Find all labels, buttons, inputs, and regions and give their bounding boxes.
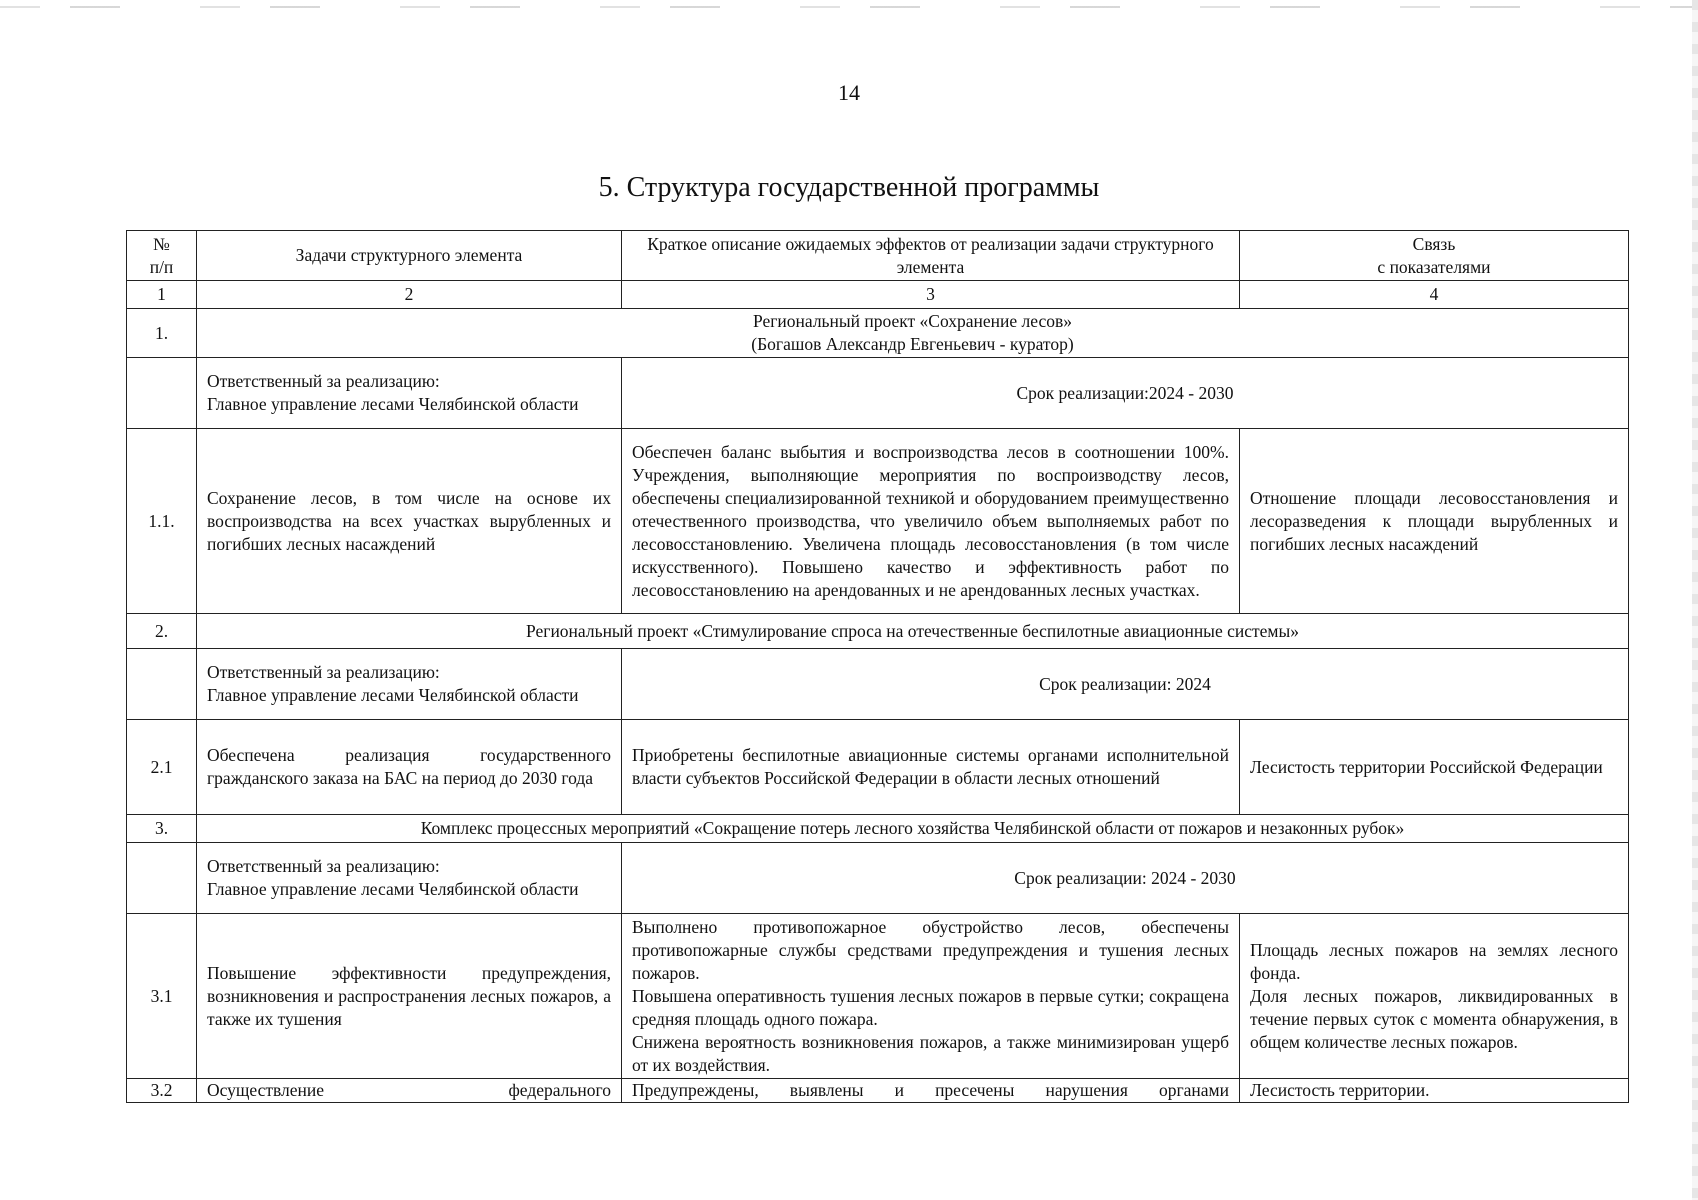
page-title: 5. Структура государственной программы [598,172,1100,203]
responsible-cell [197,843,622,914]
task-description: Осуществление федерального [197,1079,622,1103]
responsible-row [127,843,1629,914]
task-effects-paragraph: Повышена оперативность тушения лесных пожаров в первые сутки; сокращена средняя площадь одного пожара. [632,985,1229,1029]
task-row [127,914,1629,1079]
section-number: 3. [127,815,197,843]
section-title: Комплекс процессных мероприятий «Сокращение потерь лесного хозяйства Челябинской области от пожаров и незаконных рубок» [197,815,1629,843]
section-row [127,815,1629,843]
header-row [127,231,1629,281]
task-row [127,1079,1629,1103]
period-cell: Срок реализации: 2024 [622,649,1629,720]
section-title: Региональный проект «Стимулирование спроса на отечественные беспилотные авиационные системы» [197,614,1629,649]
task-indicator-paragraph: Площадь лесных пожаров на землях лесного фонда. [1250,939,1618,983]
responsible-label: Ответственный за реализацию: [207,662,440,682]
column-number-4: 4 [1240,281,1629,309]
task-number: 2.1 [127,720,197,815]
period-cell: Срок реализации:2024 - 2030 [622,358,1629,429]
responsible-org: Главное управление лесами Челябинской области [207,685,579,705]
section-number: 2. [127,614,197,649]
responsible-org: Главное управление лесами Челябинской области [207,879,579,899]
task-indicators: Отношение площади лесовосстановления и лесоразведения к площади вырубленных и погибших лесных насаждений [1240,429,1629,614]
task-description: Повышение эффективности предупреждения, возникновения и распространения лесных пожаров, а также их тушения [197,914,622,1079]
header-effects: Краткое описание ожидаемых эффектов от реализации задачи структурного элемента [622,231,1240,281]
task-description: Обеспечена реализация государственного гражданского заказа на БАС на период до 2030 года [197,720,622,815]
section-number: 1. [127,309,197,358]
section-row [127,614,1629,649]
task-indicators: Лесистость территории Российской Федерации [1240,720,1629,815]
task-effects [622,914,1240,1079]
task-effects-paragraph: Снижена вероятность возникновения пожаров, а также минимизирован ущерб от их воздействия. [632,1031,1229,1075]
task-row [127,720,1629,815]
header-number: № п/п [127,231,197,281]
task-number: 1.1. [127,429,197,614]
header-indicators: Связь с показателями [1240,231,1629,281]
task-effects-paragraph: Выполнено противопожарное обустройство лесов, обеспечены противопожарные службы средствами предупреждения и тушения лесных пожаров. [632,916,1229,983]
responsible-cell [197,649,622,720]
task-effects: Предупреждены, выявлены и пресечены нарушения органами [622,1079,1240,1103]
period-cell: Срок реализации: 2024 - 2030 [622,843,1629,914]
task-indicators: Лесистость территории. [1240,1079,1629,1103]
section-title: Региональный проект «Сохранение лесов» (Богашов Александр Евгеньевич - куратор) [197,309,1629,358]
responsible-org: Главное управление лесами Челябинской области [207,394,579,414]
task-indicators [1240,914,1629,1079]
page-number: 14 [838,80,860,105]
column-number-1: 1 [127,281,197,309]
task-effects: Обеспечен баланс выбытия и воспроизводства лесов в соотношении 100%. Учреждения, выполняющие мероприятия по воспроизводству лесов, обеспечены специализированной техникой и оборудованием преимущественно отечественного производства, что увеличило объем выполняемых работ по лесовосстановлению. Увеличена площадь лесовосстановления (в том числе искусственного). Повышено качество и эффективность работ по лесовосстановлению на арендованных и не арендованных лесных участках. [622,429,1240,614]
task-description: Сохранение лесов, в том числе на основе их воспроизводства на всех участках вырубленных и погибших лесных насаждений [197,429,622,614]
header-tasks: Задачи структурного элемента [197,231,622,281]
task-number: 3.2 [127,1079,197,1103]
scan-artifact-top [0,6,1698,8]
section-row [127,309,1629,358]
column-number-3: 3 [622,281,1240,309]
task-row [127,429,1629,614]
task-effects: Приобретены беспилотные авиационные системы органами исполнительной власти субъектов Российской Федерации в области лесных отношений [622,720,1240,815]
column-number-row [127,281,1629,309]
task-number: 3.1 [127,914,197,1079]
responsible-label: Ответственный за реализацию: [207,856,440,876]
responsible-row [127,358,1629,429]
column-number-2: 2 [197,281,622,309]
task-indicator-paragraph: Доля лесных пожаров, ликвидированных в течение первых суток с момента обнаружения, в общем количестве лесных пожаров. [1250,985,1618,1052]
program-structure-table [126,230,1629,1103]
responsible-cell [197,358,622,429]
responsible-row [127,649,1629,720]
responsible-label: Ответственный за реализацию: [207,371,440,391]
